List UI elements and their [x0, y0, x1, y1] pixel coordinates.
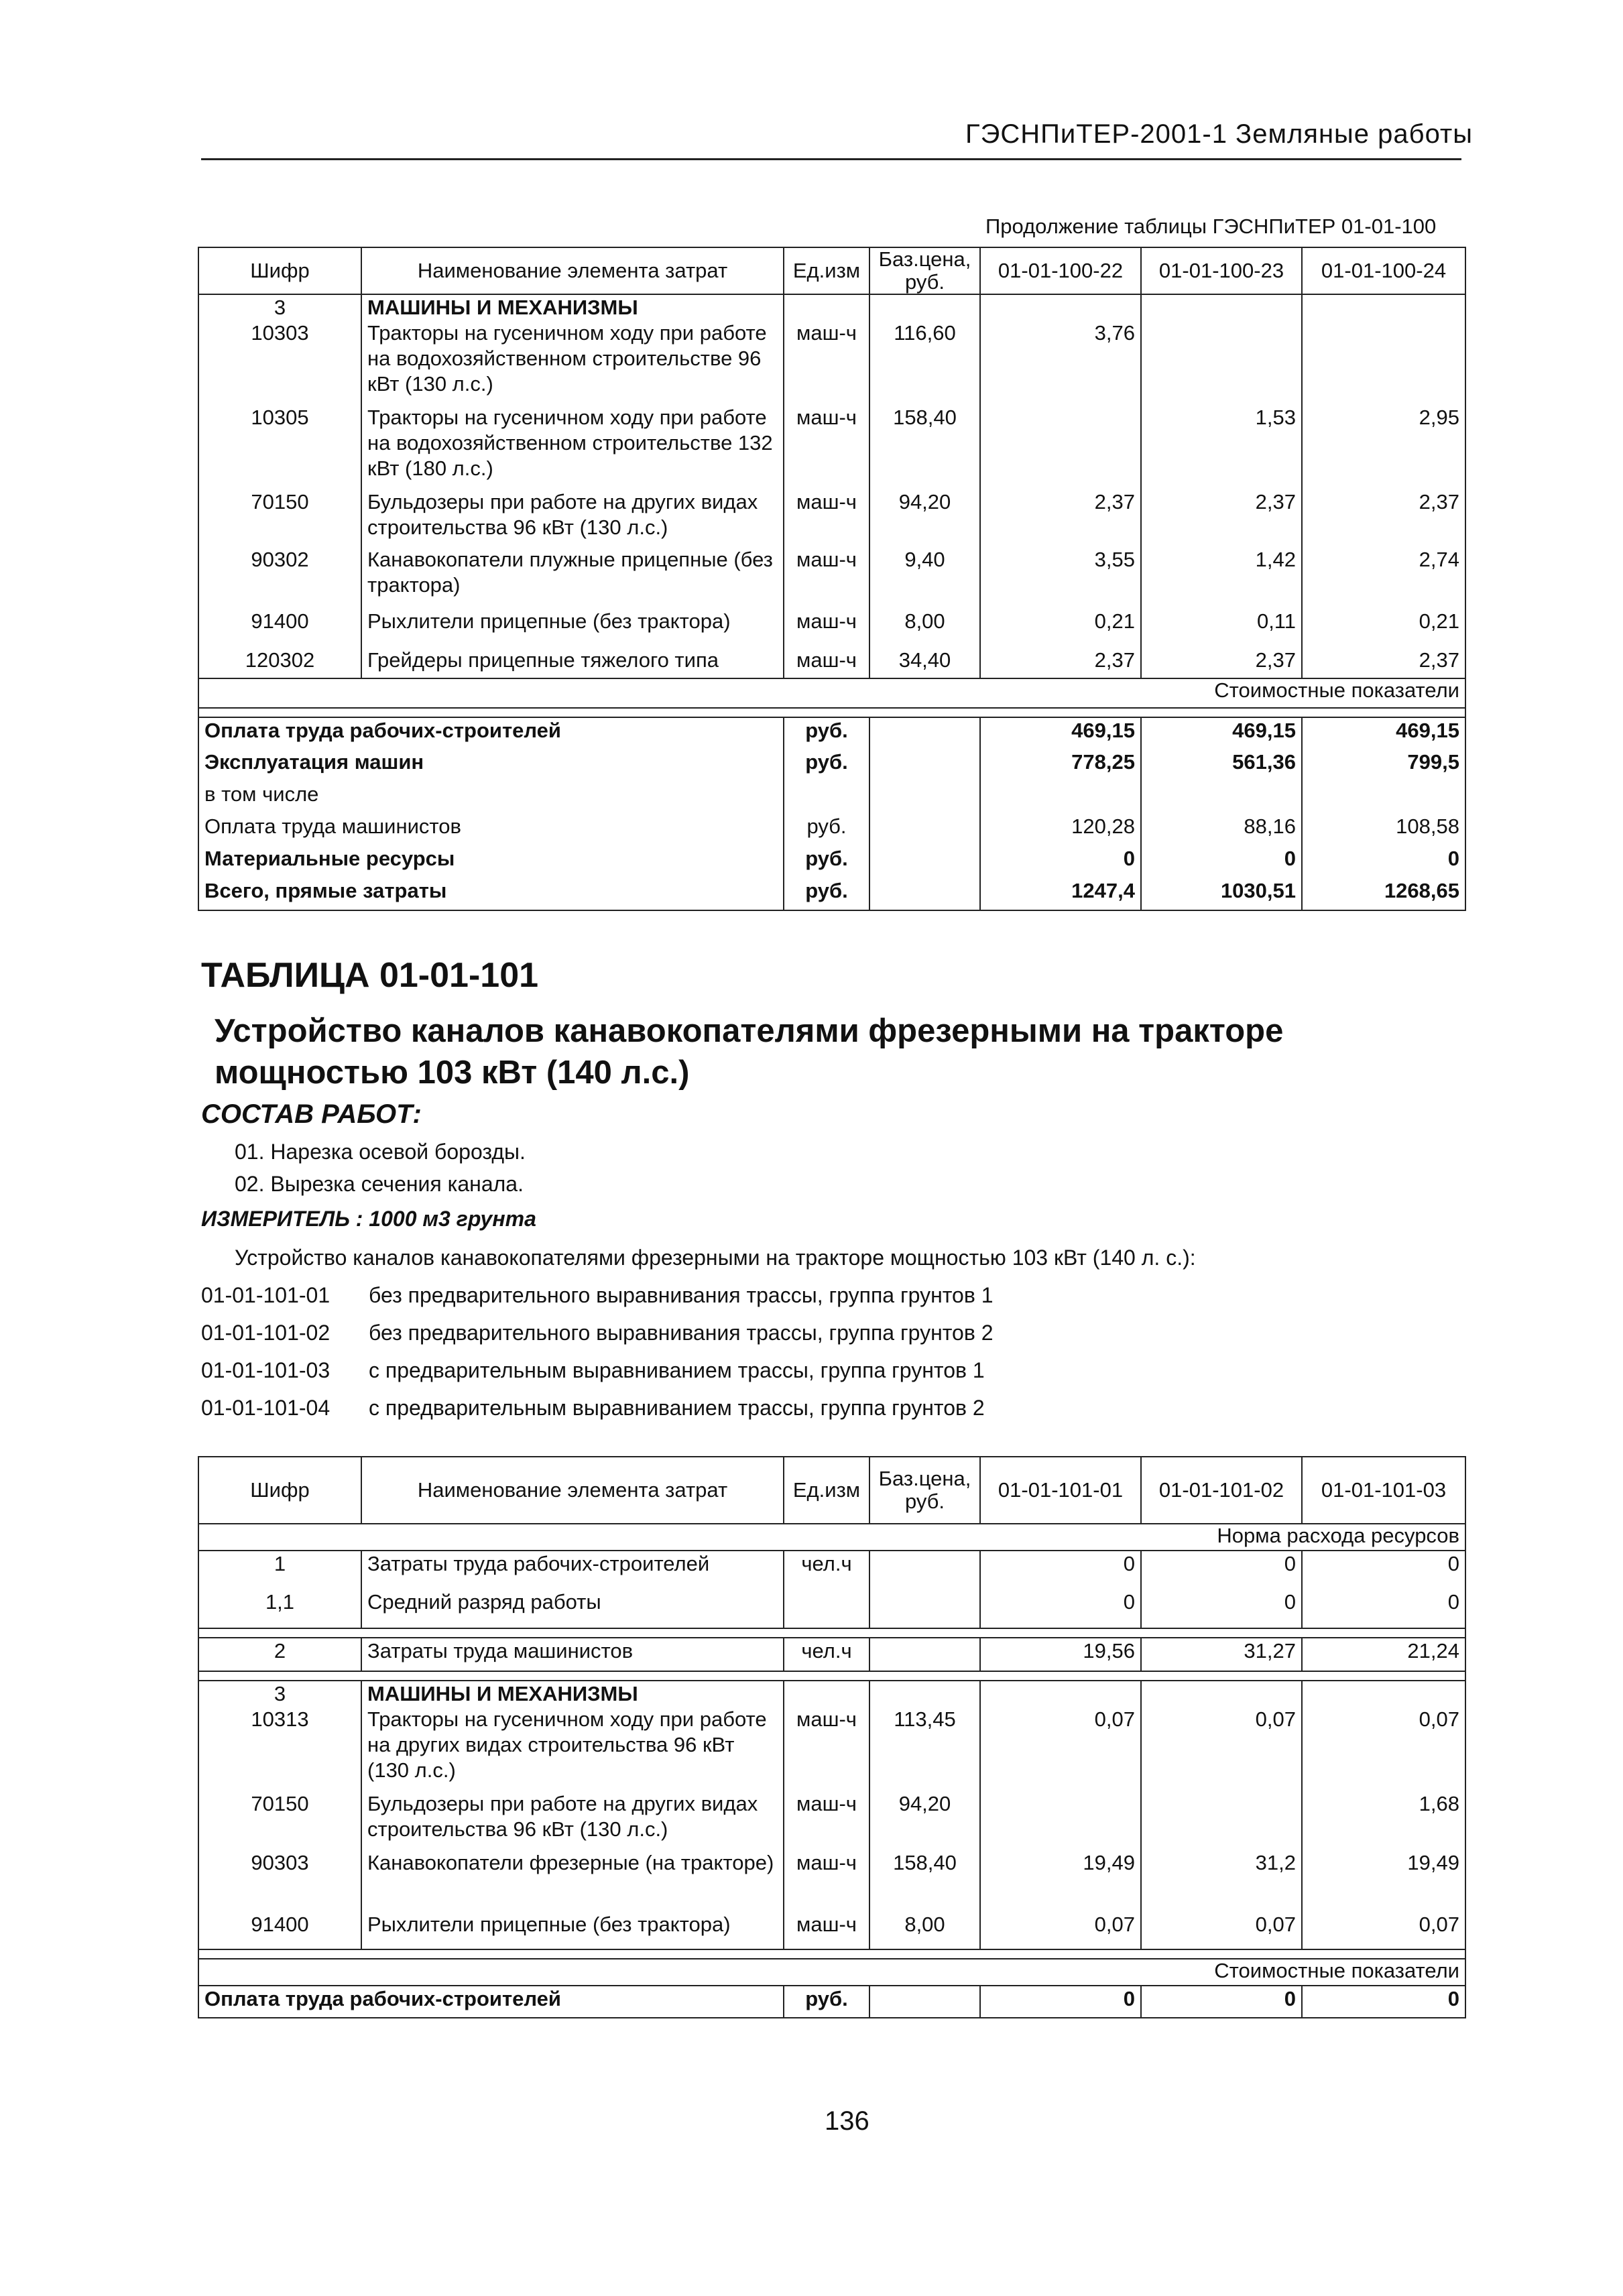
table-row [198, 1791, 1465, 1850]
variant-description: с предварительным выравниванием трассы, группа грунтов 2 [369, 1396, 985, 1420]
section-row [198, 294, 1465, 320]
cost-label: в том числе [198, 782, 784, 814]
row-name: Бульдозеры при работе на других видах строительства 96 кВт (130 л.с.) [361, 1791, 784, 1850]
row-name: Рыхлители прицепные (без трактора) [361, 1912, 784, 1949]
row-price: 94,20 [869, 489, 980, 547]
cost-label: Материальные ресурсы [198, 846, 784, 878]
header-unit: Ед.изм [784, 247, 869, 294]
row-unit: маш-ч [784, 609, 869, 648]
table-row [198, 405, 1465, 489]
row-value-3: 2,74 [1302, 547, 1465, 609]
header-col-1: 01-01-101-01 [980, 1457, 1141, 1524]
cost-unit: руб. [784, 878, 869, 910]
table-continuation-caption: Продолжение таблицы ГЭСНПиТЕР 01-01-100 [985, 215, 1437, 238]
measurement-unit: ИЗМЕРИТЕЛЬ : 1000 м3 грунта [201, 1207, 536, 1231]
row-name: Канавокопатели фрезерные (на тракторе) [361, 1850, 784, 1912]
row-value-1: 2,37 [980, 489, 1141, 547]
row-value-1: 3,55 [980, 547, 1141, 609]
section-code: 3 [198, 294, 361, 320]
table-row [198, 1707, 1465, 1791]
row-value-3: 0,21 [1302, 609, 1465, 648]
page-header: ГЭСНПиТЕР-2001-1 Земляные работы [965, 119, 1473, 149]
row-name: Затраты труда машинистов [361, 1638, 784, 1671]
row-value-3: 0,07 [1302, 1912, 1465, 1949]
row-code: 91400 [198, 609, 361, 648]
variant-description: без предварительного выравнивания трассы, группа грунтов 2 [369, 1321, 994, 1345]
cost-value-1: 778,25 [980, 749, 1141, 782]
variants-intro: Устройство каналов канавокопателями фрезерными на тракторе мощностью 103 кВт (140 л. с.): [235, 1246, 1196, 1270]
header-col-2: 01-01-101-02 [1141, 1457, 1302, 1524]
row-unit: маш-ч [784, 320, 869, 405]
row-value-1: 19,49 [980, 1850, 1141, 1912]
row-unit: маш-ч [784, 1850, 869, 1912]
row-value-1: 0,21 [980, 609, 1141, 648]
section-code: 3 [198, 1681, 361, 1707]
row-name: Рыхлители прицепные (без трактора) [361, 609, 784, 648]
row-value-3: 0,07 [1302, 1707, 1465, 1791]
cost-value-3: 1268,65 [1302, 878, 1465, 910]
row-name: Канавокопатели плужные прицепные (без трактора) [361, 547, 784, 609]
cost-value-1: 120,28 [980, 814, 1141, 846]
row-name: Затраты труда рабочих-строителей [361, 1551, 784, 1589]
cost-value-1 [980, 782, 1141, 814]
row-unit: чел.ч [784, 1551, 869, 1589]
row-value-2: 31,27 [1141, 1638, 1302, 1671]
table-row [198, 547, 1465, 609]
table-row [198, 1850, 1465, 1912]
table-row [198, 1589, 1465, 1628]
table-title: ТАБЛИЦА 01-01-101 [201, 956, 539, 995]
cost-unit: руб. [784, 1986, 869, 2018]
cost-row [198, 1986, 1465, 2018]
row-code: 2 [198, 1638, 361, 1671]
table-row [198, 1912, 1465, 1949]
row-unit: маш-ч [784, 547, 869, 609]
header-col-3: 01-01-100-24 [1302, 247, 1465, 294]
cost-value-2: 1030,51 [1141, 878, 1302, 910]
variant-description: без предварительного выравнивания трассы, группа грунтов 1 [369, 1283, 994, 1307]
variant-code: 01-01-101-02 [201, 1321, 330, 1345]
row-value-1: 0,07 [980, 1912, 1141, 1949]
table-row [198, 609, 1465, 648]
row-value-1: 0,07 [980, 1707, 1141, 1791]
work-composition-heading: СОСТАВ РАБОТ: [201, 1099, 422, 1129]
cost-value-3: 469,15 [1302, 717, 1465, 749]
row-unit: маш-ч [784, 648, 869, 678]
variant-code: 01-01-101-03 [201, 1358, 330, 1382]
header-name: Наименование элемента затрат [361, 1457, 784, 1524]
row-unit: маш-ч [784, 1791, 869, 1850]
row-value-1: 3,76 [980, 320, 1141, 405]
row-value-3: 2,95 [1302, 405, 1465, 489]
table-header-row [198, 1457, 1465, 1524]
row-value-2: 0,11 [1141, 609, 1302, 648]
header-code: Шифр [198, 247, 361, 294]
cost-row [198, 749, 1465, 782]
row-name: Тракторы на гусеничном ходу при работе на водохозяйственном строительстве 96 кВт (130 л.с.) [361, 320, 784, 405]
section-row [198, 1681, 1465, 1707]
row-value-2: 0,07 [1141, 1912, 1302, 1949]
row-value-3: 19,49 [1302, 1850, 1465, 1912]
variant-code: 01-01-101-04 [201, 1396, 330, 1420]
section-spacer [198, 1628, 1465, 1638]
row-value-3: 0 [1302, 1551, 1465, 1589]
header-col-1: 01-01-100-22 [980, 247, 1141, 294]
header-price: Баз.цена, руб. [869, 1457, 980, 1524]
row-code: 70150 [198, 489, 361, 547]
row-value-2: 0,07 [1141, 1707, 1302, 1791]
row-price [869, 1638, 980, 1671]
row-unit: маш-ч [784, 405, 869, 489]
section-title: МАШИНЫ И МЕХАНИЗМЫ [361, 1681, 784, 1707]
cost-value-1: 469,15 [980, 717, 1141, 749]
header-code: Шифр [198, 1457, 361, 1524]
row-price [869, 1589, 980, 1628]
header-divider [201, 158, 1461, 160]
row-price: 158,40 [869, 405, 980, 489]
cost-section-row [198, 678, 1465, 708]
row-value-2 [1141, 320, 1302, 405]
cost-value-2: 0 [1141, 846, 1302, 878]
cost-unit: руб. [784, 749, 869, 782]
row-code: 70150 [198, 1791, 361, 1850]
row-code: 120302 [198, 648, 361, 678]
work-item: 01. Нарезка осевой борозды. [235, 1140, 526, 1164]
section-title: МАШИНЫ И МЕХАНИЗМЫ [361, 294, 784, 320]
row-code: 1,1 [198, 1589, 361, 1628]
cost-value-3: 0 [1302, 1986, 1465, 2018]
row-code: 10313 [198, 1707, 361, 1791]
row-value-2: 0 [1141, 1589, 1302, 1628]
cost-value-3: 108,58 [1302, 814, 1465, 846]
row-code: 90302 [198, 547, 361, 609]
row-value-1: 0 [980, 1551, 1141, 1589]
row-value-2: 31,2 [1141, 1850, 1302, 1912]
row-price: 34,40 [869, 648, 980, 678]
row-name: Тракторы на гусеничном ходу при работе на водохозяйственном строительстве 132 кВт (180 л.с.) [361, 405, 784, 489]
cost-unit [784, 782, 869, 814]
cost-unit: руб. [784, 814, 869, 846]
row-unit: маш-ч [784, 1707, 869, 1791]
table-row [198, 648, 1465, 678]
cost-value-2: 561,36 [1141, 749, 1302, 782]
section-spacer [198, 1671, 1465, 1681]
variant-description: с предварительным выравниванием трассы, группа грунтов 1 [369, 1358, 985, 1382]
cost-value-2: 0 [1141, 1986, 1302, 2018]
row-value-1 [980, 1791, 1141, 1850]
row-code: 10305 [198, 405, 361, 489]
row-value-1: 2,37 [980, 648, 1141, 678]
cost-value-2: 469,15 [1141, 717, 1302, 749]
row-unit [784, 1589, 869, 1628]
cost-row [198, 846, 1465, 878]
row-code: 10303 [198, 320, 361, 405]
section-spacer [198, 708, 1465, 717]
cost-value-1: 1247,4 [980, 878, 1141, 910]
row-name: Бульдозеры при работе на других видах строительства 96 кВт (130 л.с.) [361, 489, 784, 547]
cost-label: Оплата труда рабочих-строителей [198, 1986, 784, 2018]
cost-value-3: 0 [1302, 846, 1465, 878]
table-row [198, 1638, 1465, 1671]
row-value-2: 0 [1141, 1551, 1302, 1589]
section-spacer [198, 1949, 1465, 1959]
table-row [198, 320, 1465, 405]
row-name: Тракторы на гусеничном ходу при работе на других видах строительства 96 кВт (130 л.с.) [361, 1707, 784, 1791]
row-unit: чел.ч [784, 1638, 869, 1671]
header-col-3: 01-01-101-03 [1302, 1457, 1465, 1524]
cost-row [198, 814, 1465, 846]
work-item: 02. Вырезка сечения канала. [235, 1172, 524, 1196]
row-code: 90303 [198, 1850, 361, 1912]
cost-row [198, 878, 1465, 910]
row-value-1 [980, 405, 1141, 489]
cost-section-row [198, 1959, 1465, 1986]
row-price: 94,20 [869, 1791, 980, 1850]
header-unit: Ед.изм [784, 1457, 869, 1524]
row-name: Средний разряд работы [361, 1589, 784, 1628]
header-price: Баз.цена, руб. [869, 247, 980, 294]
row-value-2 [1141, 1791, 1302, 1850]
cost-section-label: Стоимостные показатели [198, 1959, 1465, 1986]
table-subtitle: Устройство каналов канавокопателями фрезерными на тракторе мощностью 103 кВт (140 л.с.) [215, 1013, 1284, 1091]
variant-code: 01-01-101-01 [201, 1283, 330, 1307]
cost-label: Оплата труда рабочих-строителей [198, 717, 784, 749]
row-value-1: 19,56 [980, 1638, 1141, 1671]
row-value-3: 2,37 [1302, 489, 1465, 547]
row-value-2: 2,37 [1141, 648, 1302, 678]
cost-section-label: Стоимостные показатели [198, 678, 1465, 708]
cost-value-3: 799,5 [1302, 749, 1465, 782]
row-value-3: 1,68 [1302, 1791, 1465, 1850]
row-price: 8,00 [869, 609, 980, 648]
header-col-2: 01-01-100-23 [1141, 247, 1302, 294]
resource-table-01-01-101 [198, 1456, 1466, 2018]
cost-unit: руб. [784, 717, 869, 749]
table-row [198, 489, 1465, 547]
page-number: 136 [825, 2106, 869, 2136]
row-name: Грейдеры прицепные тяжелого типа [361, 648, 784, 678]
row-price: 113,45 [869, 1707, 980, 1791]
row-unit: маш-ч [784, 1912, 869, 1949]
row-code: 91400 [198, 1912, 361, 1949]
cost-value-2: 88,16 [1141, 814, 1302, 846]
header-name: Наименование элемента затрат [361, 247, 784, 294]
row-value-3: 0 [1302, 1589, 1465, 1628]
row-value-3: 21,24 [1302, 1638, 1465, 1671]
table-header-row [198, 247, 1465, 294]
cost-label: Оплата труда машинистов [198, 814, 784, 846]
norm-section-label: Норма расхода ресурсов [198, 1524, 1465, 1551]
row-value-2: 1,53 [1141, 405, 1302, 489]
row-price: 9,40 [869, 547, 980, 609]
row-value-3: 2,37 [1302, 648, 1465, 678]
cost-value-2 [1141, 782, 1302, 814]
norm-section-row [198, 1524, 1465, 1551]
row-price [869, 1551, 980, 1589]
cost-value-1: 0 [980, 846, 1141, 878]
row-unit: маш-ч [784, 489, 869, 547]
row-value-1: 0 [980, 1589, 1141, 1628]
cost-label: Эксплуатация машин [198, 749, 784, 782]
cost-label: Всего, прямые затраты [198, 878, 784, 910]
row-price: 116,60 [869, 320, 980, 405]
cost-row [198, 782, 1465, 814]
cost-row [198, 717, 1465, 749]
row-price: 8,00 [869, 1912, 980, 1949]
table-row [198, 1551, 1465, 1589]
row-price: 158,40 [869, 1850, 980, 1912]
cost-unit: руб. [784, 846, 869, 878]
resource-table-01-01-100 [198, 247, 1466, 911]
row-value-2: 1,42 [1141, 547, 1302, 609]
cost-value-3 [1302, 782, 1465, 814]
row-value-2: 2,37 [1141, 489, 1302, 547]
cost-value-1: 0 [980, 1986, 1141, 2018]
row-value-3 [1302, 320, 1465, 405]
row-code: 1 [198, 1551, 361, 1589]
